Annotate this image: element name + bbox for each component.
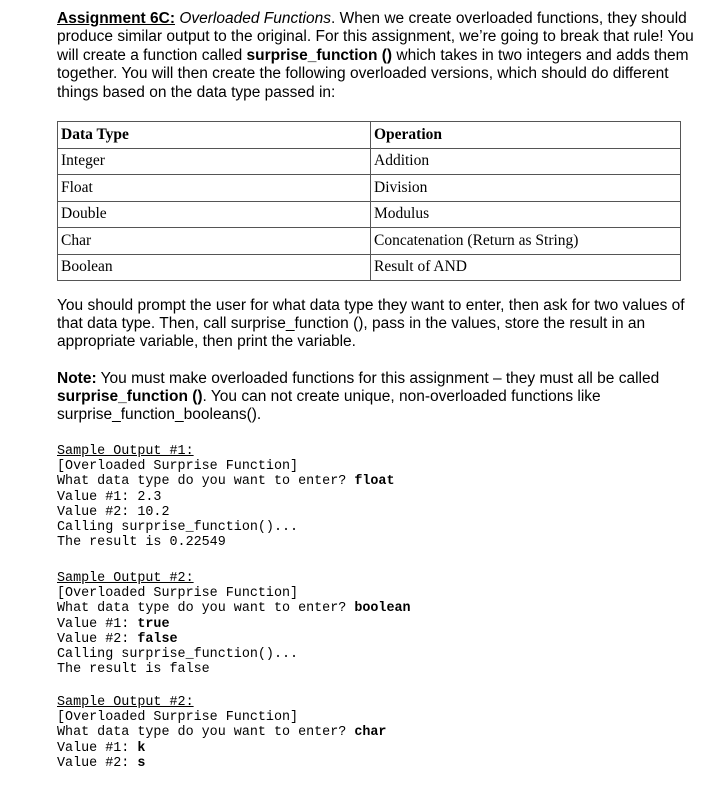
sample-question: What data type do you want to enter?: [57, 474, 355, 490]
note-text-2: . You can not create unique, non-overloaded functions like surprise_function_booleans().: [57, 388, 601, 424]
table-cell-type: Double: [58, 201, 371, 228]
table-cell-type: Char: [58, 228, 371, 255]
sample-calling: Calling surprise_function()...: [57, 520, 299, 536]
sample-header: Sample Output #2:: [57, 571, 194, 586]
sample-value-label: Value #2:: [57, 755, 138, 771]
sample-output-3: [57, 695, 657, 771]
table-cell-operation: Addition: [371, 148, 681, 175]
sample-value-1-line: [57, 490, 657, 505]
table-header-data-type: Data Type: [58, 122, 371, 149]
prompt-paragraph: You should prompt the user for what data type they want to enter, then ask for two values of that data type. Then, call surprise_function (), pass in the values, store the result in an appropriate variable, then print the variable.: [57, 297, 685, 351]
table-header-operation: Operation: [371, 122, 681, 149]
sample-output-2: [57, 571, 657, 677]
sample-header: Sample Output #1:: [57, 444, 194, 459]
sample-value: false: [137, 631, 178, 647]
note-paragraph: [57, 370, 697, 425]
table-cell-type: Float: [58, 175, 371, 202]
table-row: [58, 254, 681, 281]
sample-value-1-line: [57, 741, 657, 756]
intro-function-name: surprise_function (): [246, 46, 393, 64]
table-cell-type: Integer: [58, 148, 371, 175]
sample-output-1: [57, 444, 657, 550]
sample-banner: [Overloaded Surprise Function]: [57, 710, 299, 726]
table-header-row: [58, 122, 681, 149]
sample-value-label: Value #1:: [57, 489, 138, 505]
table-cell-operation: Result of AND: [371, 254, 681, 281]
table-row: [58, 201, 681, 228]
table-row: [58, 228, 681, 255]
sample-value: 2.3: [137, 489, 162, 505]
assignment-title: Assignment 6C:: [57, 10, 175, 27]
assignment-subtitle: Overloaded Functions: [179, 10, 331, 27]
sample-answer: float: [354, 474, 395, 490]
sample-value: s: [137, 755, 146, 771]
table-cell-operation: Division: [371, 175, 681, 202]
note-label: Note:: [57, 370, 97, 387]
intro-text-2: which takes in two integers and adds them together. You will then create the following overloaded versions, which should do different things based on the data type passed in:: [57, 46, 689, 101]
note-text-1: You must make overloaded functions for this assignment – they must all be called: [96, 370, 660, 387]
sample-value-label: Value #1:: [57, 740, 138, 756]
data-type-table: [57, 121, 681, 281]
sample-question-line: [57, 474, 657, 489]
note-function-name: surprise_function (): [57, 388, 203, 406]
sample-calling: Calling surprise_function()...: [57, 647, 299, 663]
sample-question-line: [57, 601, 657, 616]
sample-value: true: [137, 616, 170, 632]
sample-value-2-line: [57, 505, 657, 520]
sample-banner: [Overloaded Surprise Function]: [57, 586, 299, 602]
table-cell-operation: Concatenation (Return as String): [371, 228, 681, 255]
sample-value-2-line: [57, 756, 657, 771]
table-row: [58, 148, 681, 175]
sample-value-2-line: [57, 632, 657, 647]
intro-text-1: . When we create overloaded functions, they should produce similar output to the original. For this assignment, we’re going to break that rule! You will create a function called: [57, 10, 694, 64]
sample-value-1-line: [57, 617, 657, 632]
table-row: [58, 175, 681, 202]
sample-value-label: Value #2:: [57, 504, 138, 520]
sample-result: The result is false: [57, 662, 210, 678]
sample-header: Sample Output #2:: [57, 695, 194, 710]
sample-question: What data type do you want to enter?: [57, 725, 355, 741]
sample-answer: char: [354, 725, 387, 741]
sample-banner: [Overloaded Surprise Function]: [57, 459, 299, 475]
sample-question-line: [57, 725, 657, 740]
sample-value-label: Value #1:: [57, 616, 138, 632]
sample-value-label: Value #2:: [57, 631, 138, 647]
sample-answer: boolean: [354, 601, 411, 617]
sample-value: 10.2: [137, 504, 170, 520]
sample-question: What data type do you want to enter?: [57, 601, 355, 617]
table-cell-operation: Modulus: [371, 201, 681, 228]
sample-value: k: [137, 740, 146, 756]
sample-result: The result is 0.22549: [57, 535, 226, 551]
table-cell-type: Boolean: [58, 254, 371, 281]
intro-paragraph: [57, 10, 697, 102]
